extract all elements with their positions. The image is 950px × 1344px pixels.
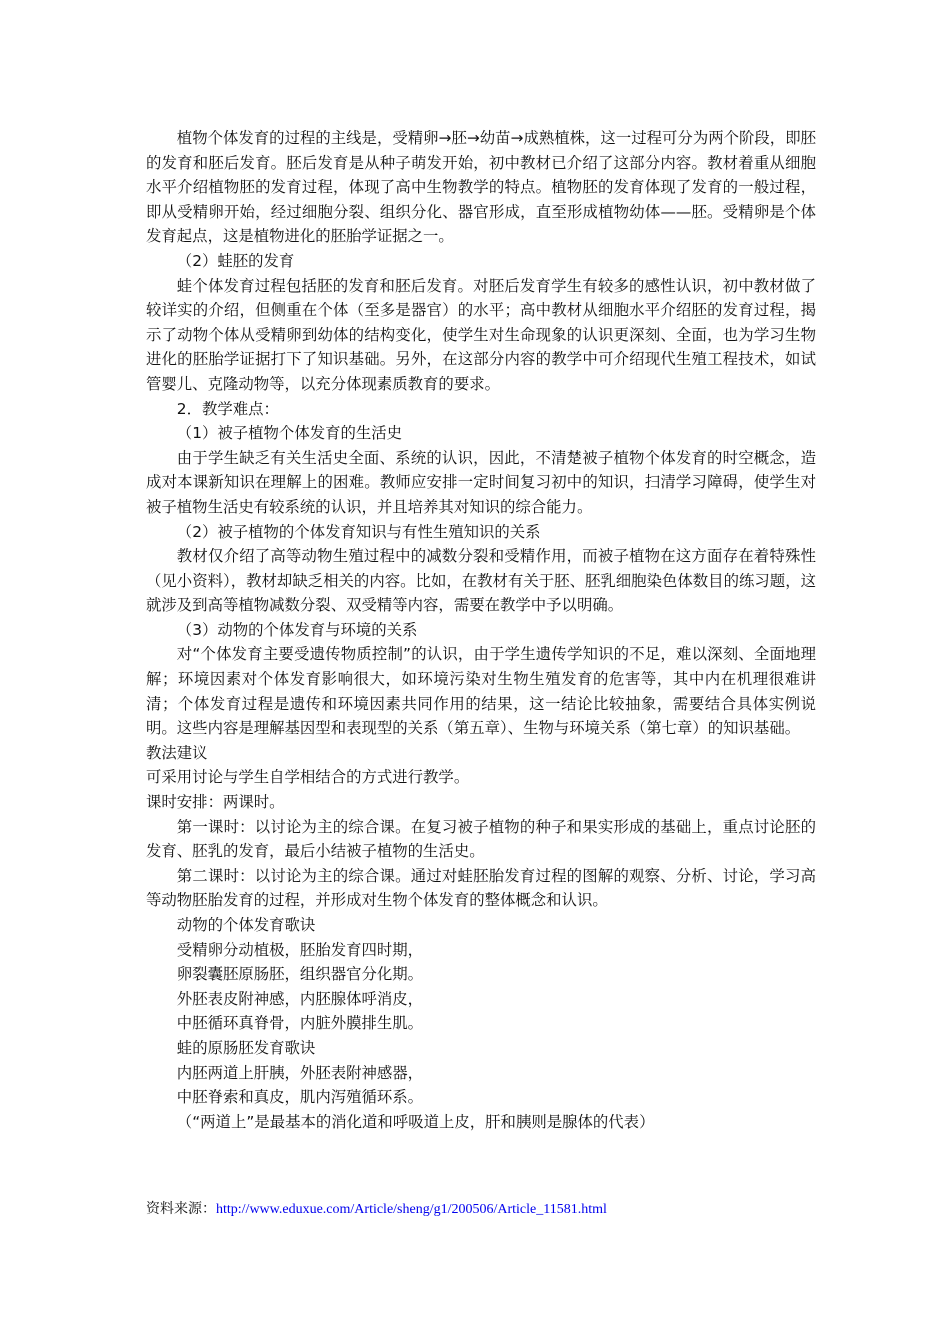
paragraph-life-history: 由于学生缺乏有关生活史全面、系统的认识，因此，不清楚被子植物个体发育的时空概念，造成对本课新知识在理解上的困难。教师应安排一定时间复习初中的知识，扫清学习障碍，使学生对被子植物生活史有较系统的认识，并且培养其对知识的综合能力。 (146, 448, 816, 516)
paragraph-class-hours: 课时安排：两课时。 (146, 793, 285, 812)
paragraph-second-lesson: 第二课时：以讨论为主的综合课。通过对蛙胚胎发育过程的图解的观察、分析、讨论，学习高等动物胚胎发育的过程，并形成对生物个体发育的整体概念和认识。 (146, 866, 816, 910)
source-link[interactable]: http://www.eduxue.com/Article/sheng/g1/200506/Article_11581.html (216, 1202, 607, 1217)
rhyme-line: 内胚两道上肝胰，外胚表附神感器， (176, 1063, 424, 1082)
heading-environment: （3）动物的个体发育与环境的关系 (176, 620, 418, 639)
paragraph-environment: 对“个体发育主要受遗传物质控制”的认识，由于学生遗传学知识的不足，难以深刻、全面地理解；环境因素对个体发育影响很大，如环境污染对生物生殖发育的危害等，其中内在机理很难讲清；个体发育过程是遗传和环境因素共同作用的结果，这一结论比较抽象，需要结合具体实例说明。这些内容是理解基因型和表现型的关系（第五章）、生物与环境关系（第七章）的知识基础。 (146, 645, 816, 738)
rhyme-line: 中胚循环真脊骨，内脏外膜排生肌。 (176, 1014, 424, 1033)
source-label: 资料来源： (146, 1202, 216, 1217)
rhyme-line: 卵裂囊胚原肠胚，组织器官分化期。 (176, 965, 424, 984)
heading-teaching-difficulties: 2．教学难点： (176, 399, 279, 418)
paragraph-frog-development: 蛙个体发育过程包括胚的发育和胚后发育。对胚后发育学生有较多的感性认识，初中教材做了较详实的介绍，但侧重在个体（至多是器官）的水平；高中教材从细胞水平介绍胚的发育过程，揭示了动物个体从受精卵到幼体的结构变化，使学生对生命现象的认识更深刻、全面，也为学习生物进化的胚胎学证据打下了知识基础。另外，在这部分内容的教学中可介绍现代生殖工程技术，如试管婴儿、克隆动物等，以充分体现素质教育的要求。 (146, 276, 816, 393)
heading-angiosperm-life-history: （1）被子植物个体发育的生活史 (176, 424, 403, 443)
paragraph-plant-development: 植物个体发育的过程的主线是，受精卵→胚→幼苗→成熟植株，这一过程可分为两个阶段，即胚的发育和胚后发育。胚后发育是从种子萌发开始，初中教材已介绍了这部分内容。教材着重从细胞水平介绍植物胚的发育过程，体现了高中生物教学的特点。植物胚的发育体现了发育的一般过程，即从受精卵开始，经过细胞分裂、组织分化、器官形成，直至形成植物幼体——胚。受精卵是个体发育起点，这是植物进化的胚胎学证据之一。 (146, 129, 816, 246)
heading-teaching-suggestions: 教法建议 (146, 743, 208, 762)
heading-development-reproduction: （2）被子植物的个体发育知识与有性生殖知识的关系 (176, 522, 541, 541)
source-line (146, 1198, 607, 1218)
rhyme-line: 中胚脊索和真皮，肌内泻殖循环系。 (176, 1088, 424, 1107)
paragraph-teaching-method: 可采用讨论与学生自学相结合的方式进行教学。 (146, 768, 470, 787)
heading-frog-embryo: （2）蛙胚的发育 (176, 251, 295, 270)
paragraph-reproduction: 教材仅介绍了高等动物生殖过程中的减数分裂和受精作用，而被子植物在这方面存在着特殊性（见小资料），教材却缺乏相关的内容。比如，在教材有关于胚、胚乳细胞染色体数目的练习题，这就涉及到高等植物减数分裂、双受精等内容，需要在教学中予以明确。 (146, 547, 816, 615)
rhyme-line: 受精卵分动植极，胚胎发育四时期， (176, 940, 424, 959)
heading-animal-rhyme: 动物的个体发育歌诀 (176, 916, 316, 934)
document-body (146, 126, 816, 1134)
heading-frog-rhyme: 蛙的原肠胚发育歌诀 (176, 1038, 316, 1057)
paragraph-first-lesson: 第一课时：以讨论为主的综合课。在复习被子植物的种子和果实形成的基础上，重点讨论胚的发育、胚乳的发育，最后小结被子植物的生活史。 (146, 817, 816, 861)
rhyme-line: 外胚表皮附神感，内胚腺体呼消皮， (176, 989, 424, 1008)
rhyme-note: （“两道上”是最基本的消化道和呼吸道上皮，肝和胰则是腺体的代表） (176, 1112, 655, 1131)
